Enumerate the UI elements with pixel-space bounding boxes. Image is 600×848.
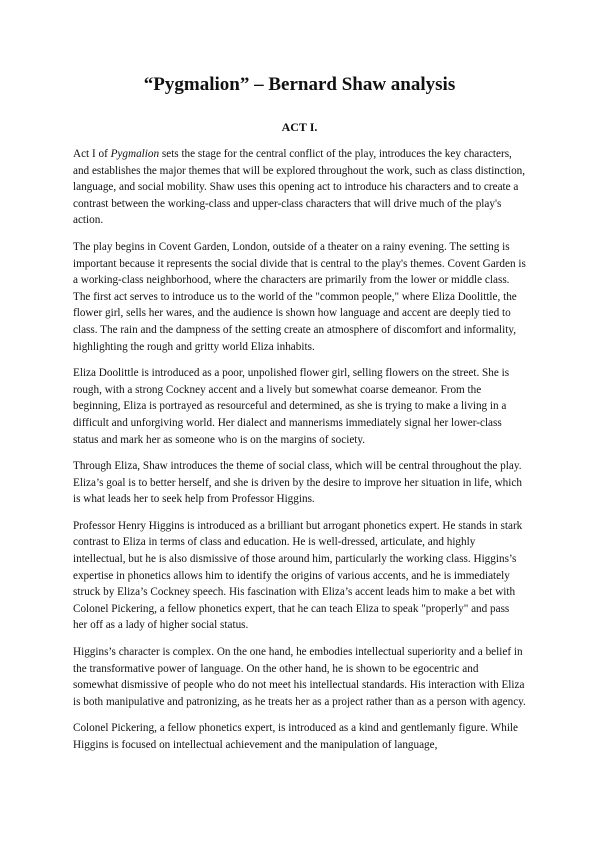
intro-rest: sets the stage for the central conflict of the play, introduces the key characters, and establishes the major themes that will be explored throughout the work, such as class distinction, language, and social mobility. Shaw uses this opening act to introduce his characters and to create a contrast between the working-class and upper-class characters that will drive much of the play's action. [73, 148, 526, 227]
paragraph-eliza: Eliza Doolittle is introduced as a poor, unpolished flower girl, selling flowers on the street. She is rough, with a strong Cockney accent and a lively but somewhat coarse demeanor. From the beginning, Eliza is portrayed as resourceful and determined, as she is trying to make a living in a difficult and unforgiving world. Her dialect and mannerisms immediately signal her lower-class status and mark her as someone who is on the margins of society. [73, 367, 510, 446]
section-heading: ACT I. [281, 120, 318, 134]
paragraph-higgins: Professor Henry Higgins is introduced as a brilliant but arrogant phonetics expert. He stands in stark contrast to Eliza in terms of class and education. He is well-dressed, articulate, and highly intellectual, but he is also dismissive of those around him, particularly the working class. Higgins’s expertise in phonetics allows him to identify the origins of various accents, and he is immediately struck by Eliza’s Cockney speech. His fascination with Eliza’s accent leads him to make a bet with Colonel Pickering, a fellow phonetics expert, that he can teach Eliza to speak "properly" and pass her off as a lady of higher social status. [73, 519, 523, 632]
paragraph-pickering: Colonel Pickering, a fellow phonetics expert, is introduced as a kind and gentlemanly figure. While Higgins is focused on intellectual achievement and the manipulation of language, [73, 722, 518, 751]
paragraph-setting: The play begins in Covent Garden, London, outside of a theater on a rainy evening. The setting is important because it represents the social divide that is central to the play's themes. Covent Garden is a working-class neighborhood, where the characters are primarily from the lower or middle class. The first act serves to introduce us to the world of the "common people," where Eliza Doolittle, the flower girl, sells her wares, and the audience is shown how language and accent are deeply tied to class. The rain and the dampness of the setting create an atmosphere of discomfort and informality, highlighting the rough and gritty world Eliza inhabits. [73, 240, 526, 353]
paragraph-higgins-character: Higgins’s character is complex. On the one hand, he embodies intellectual superiority and a belief in the transformative power of language. On the other hand, he is shown to be egocentric and somewhat dismissive of people who do not meet his intellectual standards. His interaction with Eliza is both manipulative and patronizing, as he treats her as a project rather than as a person with agency. [73, 646, 526, 708]
document-body [73, 146, 526, 754]
paragraph-intro [73, 146, 526, 229]
intro-lead: Act I of [73, 148, 111, 160]
play-title-italic: Pygmalion [110, 148, 160, 160]
paragraph-social-class: Through Eliza, Shaw introduces the theme of social class, which will be central throughout the play. Eliza’s goal is to better herself, and she is driven by the desire to improve her situation in life, which is what leads her to seek help from Professor Higgins. [73, 460, 522, 506]
document-title: “Pygmalion” – Bernard Shaw analysis [143, 74, 456, 95]
